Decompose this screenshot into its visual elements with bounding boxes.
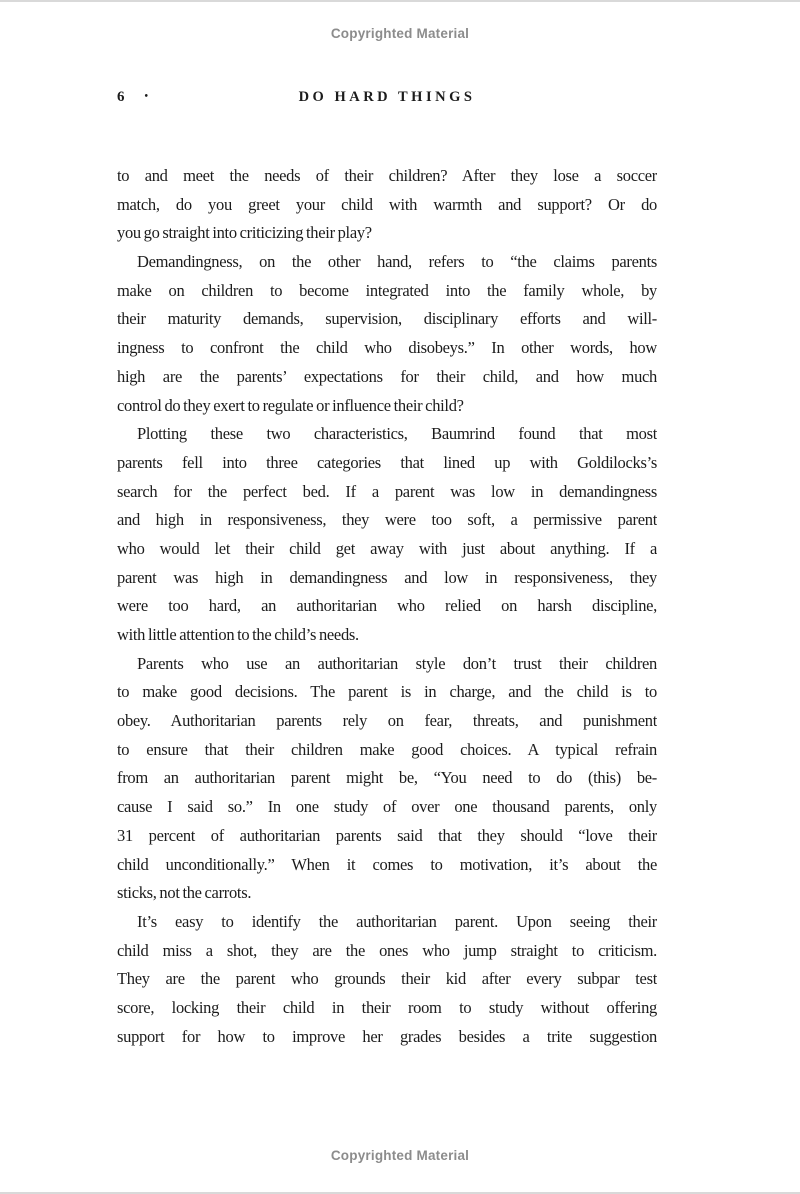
- body-line: child miss a shot, they are the ones who jump straight to criticism.: [117, 940, 657, 960]
- page-header: [117, 89, 657, 109]
- copyright-notice-bottom: Copyrighted Material: [330, 1148, 470, 1163]
- body-line: They are the parent who grounds their kid after every subpar test: [117, 969, 657, 989]
- body-paragraph: [117, 162, 657, 248]
- body-line: and high in responsiveness, they were too soft, a permissive parent: [117, 510, 657, 530]
- body-paragraph: [117, 908, 657, 1051]
- body-line: sticks, not the carrots.: [117, 883, 252, 903]
- body-line: match, do you greet your child with warmth and support? Or do: [117, 194, 657, 214]
- body-line: with little attention to the child’s needs.: [117, 625, 359, 644]
- text-block: [117, 162, 657, 1051]
- body-line: from an authoritarian parent might be, “You need to do (this) be-: [117, 768, 657, 788]
- body-paragraph: [117, 420, 657, 650]
- folio: [117, 89, 148, 106]
- scan-edge-top: [0, 0, 800, 2]
- page-number: 6: [117, 89, 125, 105]
- body-line: parent was high in demandingness and low in responsiveness, they: [117, 567, 657, 587]
- body-line: high are the parents’ expectations for their child, and how much: [117, 366, 657, 386]
- body-line: search for the perfect bed. If a parent was low in demandingness: [117, 481, 657, 501]
- body-line: to make good decisions. The parent is in charge, and the child is to: [117, 682, 657, 702]
- body-line: Plotting these two characteristics, Baumrind found that most: [137, 424, 657, 444]
- running-head: DO HARD THINGS: [298, 89, 476, 105]
- folio-separator-dot: •: [144, 91, 149, 102]
- body-line: parents fell into three categories that lined up with Goldilocks’s: [117, 452, 657, 472]
- body-paragraph: [117, 650, 657, 908]
- body-line: cause I said so.” In one study of over one thousand parents, only: [117, 797, 657, 817]
- body-line: 31 percent of authoritarian parents said that they should “love their: [117, 825, 657, 845]
- body-line: ingness to confront the child who disobeys.” In other words, how: [117, 338, 657, 358]
- body-line: obey. Authoritarian parents rely on fear, threats, and punishment: [117, 711, 657, 731]
- body-line: It’s easy to identify the authoritarian parent. Upon seeing their: [137, 911, 657, 931]
- body-line: child unconditionally.” When it comes to motivation, it’s about the: [117, 854, 657, 874]
- body-line: were too hard, an authoritarian who relied on harsh discipline,: [117, 596, 657, 616]
- body-line: score, locking their child in their room to study without offering: [117, 997, 657, 1017]
- body-line: Parents who use an authoritarian style don’t trust their children: [137, 653, 657, 673]
- body-line: control do they exert to regulate or influence their child?: [117, 395, 464, 415]
- body-line: to and meet the needs of their children? After they lose a soccer: [117, 166, 657, 185]
- body-paragraph: [117, 248, 657, 420]
- copyright-notice-top: Copyrighted Material: [330, 26, 470, 41]
- body-line: support for how to improve her grades besides a trite suggestion: [117, 1026, 657, 1046]
- body-line: their maturity demands, supervision, disciplinary efforts and will-: [117, 309, 657, 329]
- body-line: Demandingness, on the other hand, refers to “the claims parents: [137, 252, 657, 272]
- body-line: to ensure that their children make good choices. A typical refrain: [117, 739, 657, 759]
- body-line: make on children to become integrated into the family whole, by: [117, 280, 657, 300]
- body-line: who would let their child get away with just about anything. If a: [117, 538, 657, 558]
- body-line: you go straight into criticizing their play?: [117, 223, 372, 243]
